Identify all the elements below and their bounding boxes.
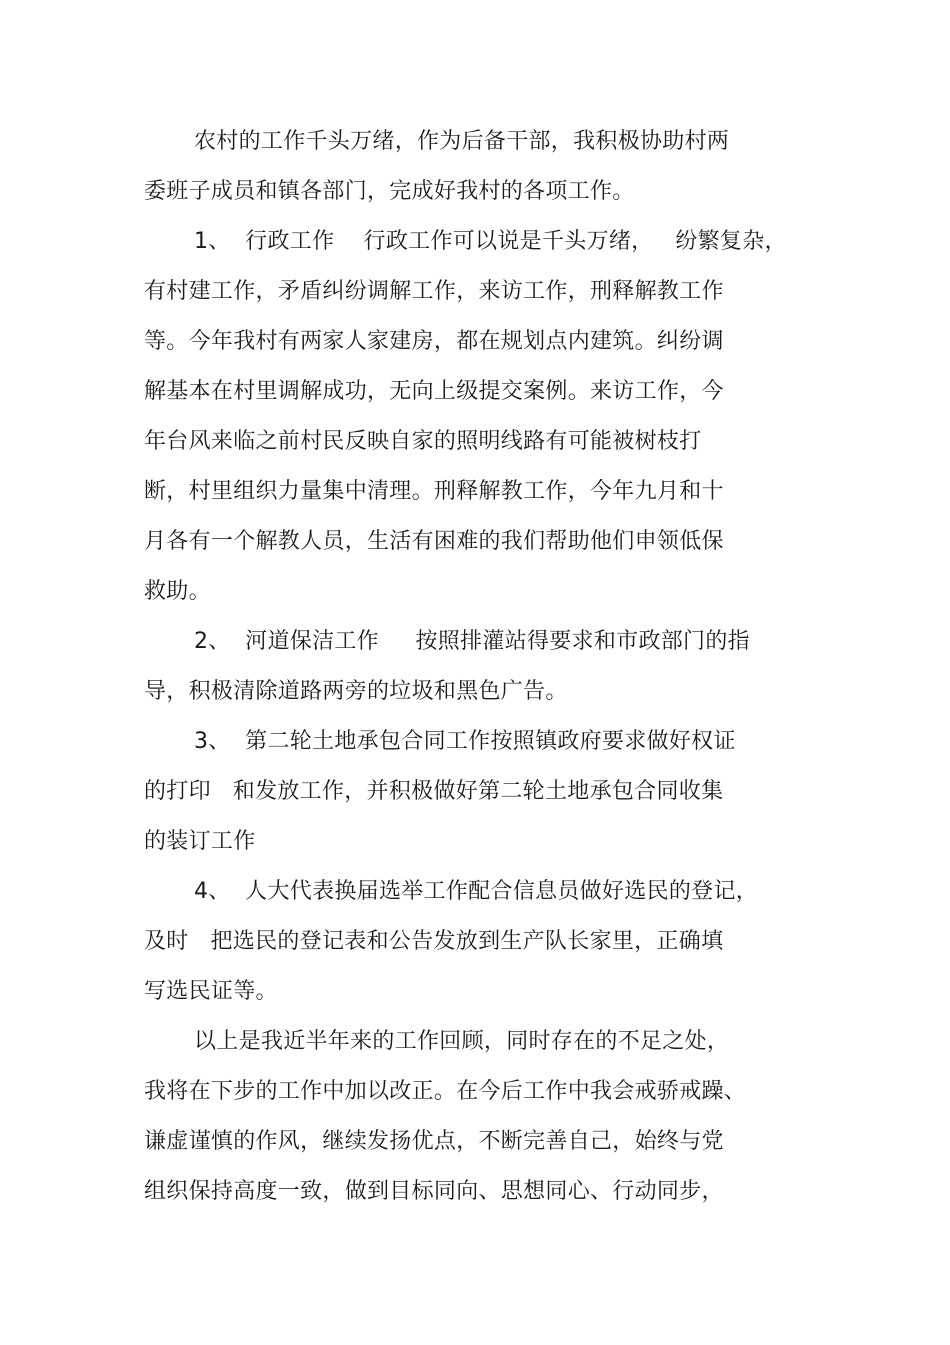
item-1-line-1: 1、 行政工作 行政工作可以说是千头万绪， 纷繁复杂，: [194, 229, 787, 254]
paragraph-intro-line-1: 农村的工作千头万绪，作为后备干部，我积极协助村两: [194, 129, 730, 154]
item-1-line-5: 年台风来临之前村民反映自家的照明线路有可能被树枝打: [144, 429, 702, 454]
item-1-line-2: 有村建工作，矛盾纠纷调解工作，来访工作，刑释解教工作: [144, 279, 724, 304]
item-3-line-1: 3、 第二轮土地承包合同工作按照镇政府要求做好权证: [194, 729, 736, 754]
item-4-line-1: 4、 人大代表换届选举工作配合信息员做好选民的登记，: [194, 879, 759, 904]
item-1-line-6: 断，村里组织力量集中清理。刑释解教工作，今年九月和十: [144, 479, 724, 504]
item-1-line-8: 救助。: [144, 579, 211, 604]
item-2-line-2: 导，积极清除道路两旁的垃圾和黑色广告。: [144, 679, 568, 704]
item-3-line-2: 的打印 和发放工作，并积极做好第二轮土地承包合同收集: [144, 779, 724, 804]
paragraph-intro-line-2: 委班子成员和镇各部门，完成好我村的各项工作。: [144, 179, 635, 204]
conclusion-line-3: 谦虚谨慎的作风，继续发扬优点，不断完善自己，始终与党: [144, 1129, 724, 1154]
item-4-line-3: 写选民证等。: [144, 979, 278, 1004]
conclusion-line-2: 我将在下步的工作中加以改正。在今后工作中我会戒骄戒躁、: [144, 1079, 747, 1104]
item-4-line-2: 及时 把选民的登记表和公告发放到生产队长家里，正确填: [144, 929, 724, 954]
conclusion-line-1: 以上是我近半年来的工作回顾，同时存在的不足之处，: [194, 1029, 730, 1054]
item-3-line-3: 的装订工作: [144, 829, 256, 854]
conclusion-line-4: 组织保持高度一致，做到目标同向、思想同心、行动同步，: [144, 1179, 724, 1204]
item-2-line-1: 2、 河道保洁工作 按照排灌站得要求和市政部门的指: [194, 629, 750, 654]
item-1-line-4: 解基本在村里调解成功，无向上级提交案例。来访工作，今: [144, 379, 724, 404]
item-1-line-3: 等。今年我村有两家人家建房，都在规划点内建筑。纠纷调: [144, 329, 724, 354]
item-1-line-7: 月各有一个解教人员，生活有困难的我们帮助他们申领低保: [144, 529, 724, 554]
